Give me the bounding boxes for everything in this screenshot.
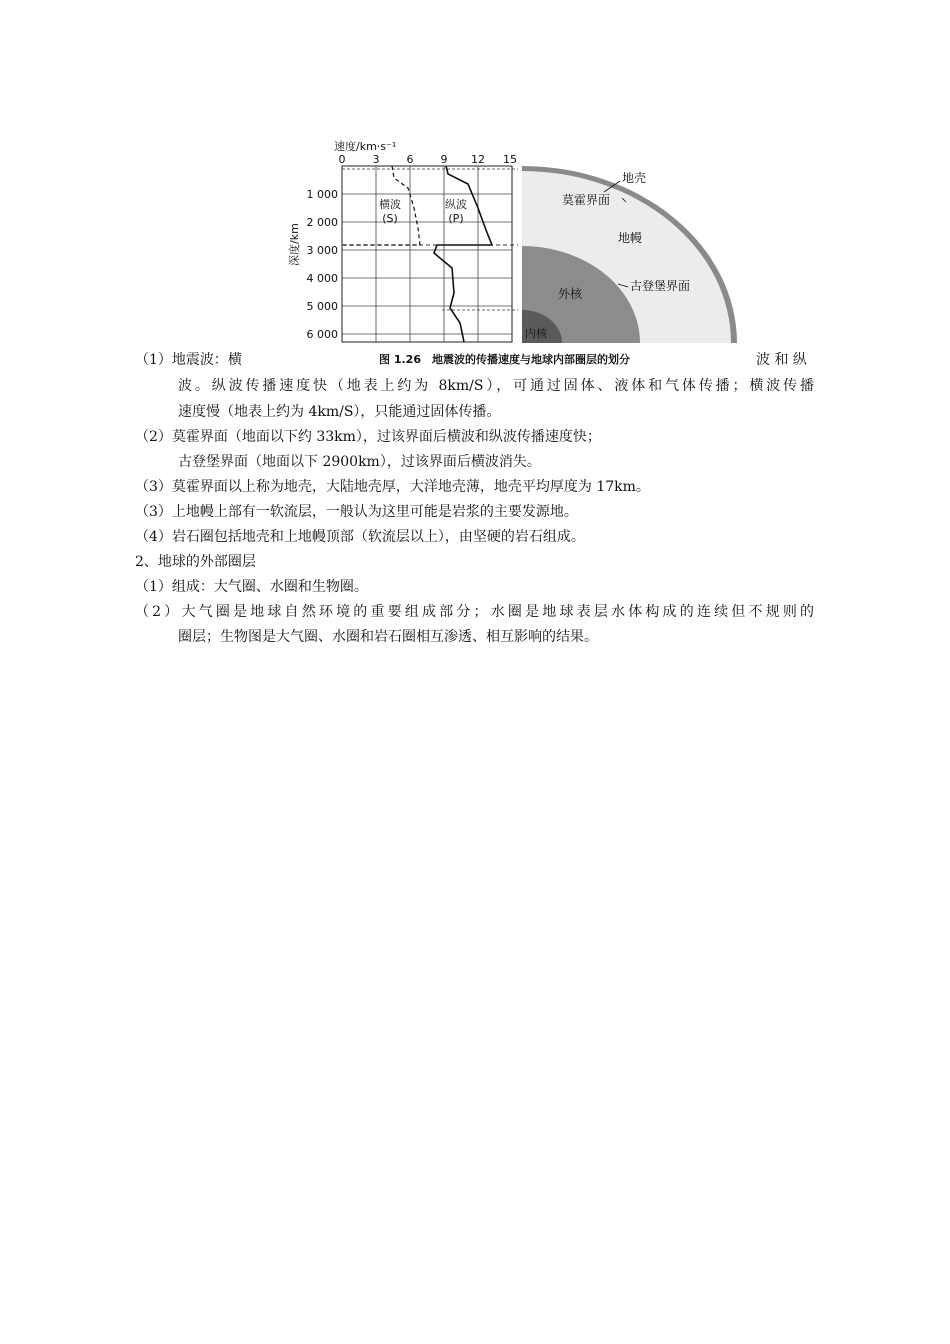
velocity-depth-chart bbox=[287, 139, 518, 342]
x-tick: 12 bbox=[471, 153, 485, 166]
x-tick: 0 bbox=[338, 153, 346, 166]
paragraph-1-end: 波 和 纵 bbox=[756, 352, 807, 368]
seismic-wave-figure bbox=[282, 138, 752, 370]
outer-core-label: 外核 bbox=[558, 287, 583, 301]
x-tick: 3 bbox=[372, 153, 380, 166]
outer-sphere-item-2-line-1: （2）大气圈是地球自然环境的重要组成部分；水圈是地球表层水体构成的连续但不规则的 bbox=[135, 604, 814, 620]
x-tick: 15 bbox=[503, 153, 517, 166]
x-tick: 9 bbox=[440, 153, 448, 166]
paragraph-4: （3）上地幔上部有一软流层，一般认为这里可能是岩浆的主要发源地。 bbox=[135, 504, 578, 520]
y-tick: 4 000 bbox=[306, 272, 338, 285]
p-wave-curve bbox=[434, 166, 492, 342]
mantle-label: 地幔 bbox=[618, 231, 643, 245]
section-heading: 2、地球的外部圈层 bbox=[135, 554, 256, 570]
paragraph-3: （3）莫霍界面以上称为地壳，大陆地壳厚，大洋地壳薄，地壳平均厚度为 17km。 bbox=[135, 479, 650, 495]
y-axis-label: 深度/km bbox=[288, 223, 301, 266]
y-tick: 5 000 bbox=[306, 300, 338, 313]
y-tick: 2 000 bbox=[306, 216, 338, 229]
paragraph-1-start: （1）地震波：横 bbox=[135, 352, 242, 368]
p-wave-label-sub: (P) bbox=[448, 212, 464, 225]
p-wave-label: 纵波 bbox=[445, 198, 467, 211]
y-tick: 1 000 bbox=[306, 188, 338, 201]
x-axis-label: 速度/km·s⁻¹ bbox=[334, 140, 397, 153]
earth-section bbox=[522, 166, 737, 343]
x-tick: 6 bbox=[406, 153, 414, 166]
outer-sphere-item-2-line-2: 圈层；生物图是大气圈、水圈和岩石圈相互渗透、相互影响的结果。 bbox=[178, 629, 598, 645]
outer-sphere-item-1: （1）组成：大气圈、水圈和生物圈。 bbox=[135, 579, 368, 595]
paragraph-5: （4）岩石圈包括地壳和上地幔顶部（软流层以上），由坚硬的岩石组成。 bbox=[135, 529, 585, 545]
paragraph-1-line-2: 波。纵波传播速度快（地表上约为 8km/S），可通过固体、液体和气体传播；横波传播 bbox=[178, 378, 814, 394]
crust-label: 地壳 bbox=[622, 171, 647, 185]
moho-label: 莫霍界面 bbox=[562, 193, 611, 207]
s-wave-label-sub: (S) bbox=[382, 212, 398, 225]
paragraph-1-line-3: 速度慢（地表上约为 4km/S），只能通过固体传播。 bbox=[178, 404, 501, 420]
figure-caption: 图 1.26 地震波的传播速度与地球内部圈层的划分 bbox=[379, 353, 630, 366]
paragraph-2-line-2: 古登堡界面（地面以下 2900km），过该界面后横波消失。 bbox=[178, 454, 541, 470]
s-wave-label: 横波 bbox=[379, 198, 401, 211]
seismic-figure-svg bbox=[282, 138, 752, 370]
chart-frame bbox=[342, 166, 512, 342]
y-tick: 6 000 bbox=[306, 328, 338, 341]
inner-core-label: 内核 bbox=[525, 327, 547, 340]
paragraph-2-line-1: （2）莫霍界面（地面以下约 33km），过该界面后横波和纵波传播速度快； bbox=[135, 429, 601, 445]
gutenberg-label: 古登堡界面 bbox=[630, 279, 691, 293]
y-tick: 3 000 bbox=[306, 244, 338, 257]
